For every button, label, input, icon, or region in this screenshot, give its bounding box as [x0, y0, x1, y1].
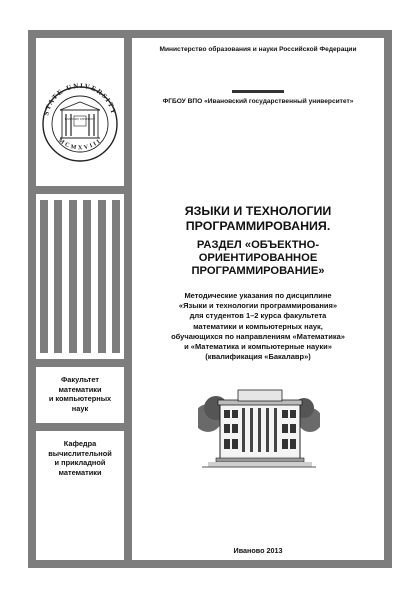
decorative-stripes	[40, 200, 120, 353]
stripe	[54, 200, 62, 353]
city-year: Иваново 2013	[233, 546, 283, 555]
ministry-header: Министерство образования и науки Российской Федерации	[159, 46, 357, 53]
stripe	[83, 200, 91, 353]
stripe	[40, 200, 48, 353]
document-title: ЯЗЫКИ И ТЕХНОЛОГИИ ПРОГРАММИРОВАНИЯ.	[184, 204, 332, 233]
faculty-label: Факультет математики и компьютерных наук	[48, 375, 112, 413]
document-description: Методические указания по дисциплине «Языки и технологии программирования» для студентов 1–2 курса факультета математики и компьютерных наук, обучающихся по направлениям «Математика» и «Математика и компьютерные науки» (квалификация «Бакалавр»)	[171, 291, 345, 362]
university-building-icon	[198, 378, 320, 470]
svg-text:MCMXVIII	[57, 138, 103, 152]
faculty-panel	[36, 367, 124, 423]
document-section: РАЗДЕЛ «ОБЪЕКТНО- ОРИЕНТИРОВАННОЕ ПРОГРАММИРОВАНИЕ»	[191, 239, 325, 278]
university-name: ФГБОУ ВПО «Ивановский государственный университет»	[162, 98, 354, 105]
department-label: Кафедра вычислительной и прикладной математики	[48, 439, 112, 477]
stripe	[69, 200, 77, 353]
main-panel	[132, 38, 384, 560]
seal-year-text: MCMXVIII	[57, 137, 103, 152]
stripes-panel	[36, 194, 124, 359]
seal-building-inscription: IVAN STATE UNIVERSITY	[64, 118, 96, 121]
university-seal-icon	[42, 50, 118, 174]
seal-panel	[36, 38, 124, 186]
stripe	[112, 200, 120, 353]
department-panel	[36, 431, 124, 560]
header-divider	[232, 90, 284, 93]
stripe	[98, 200, 106, 353]
cover-frame	[28, 30, 392, 568]
seal-ring-text: STATE UNIVERSITY	[42, 81, 118, 117]
